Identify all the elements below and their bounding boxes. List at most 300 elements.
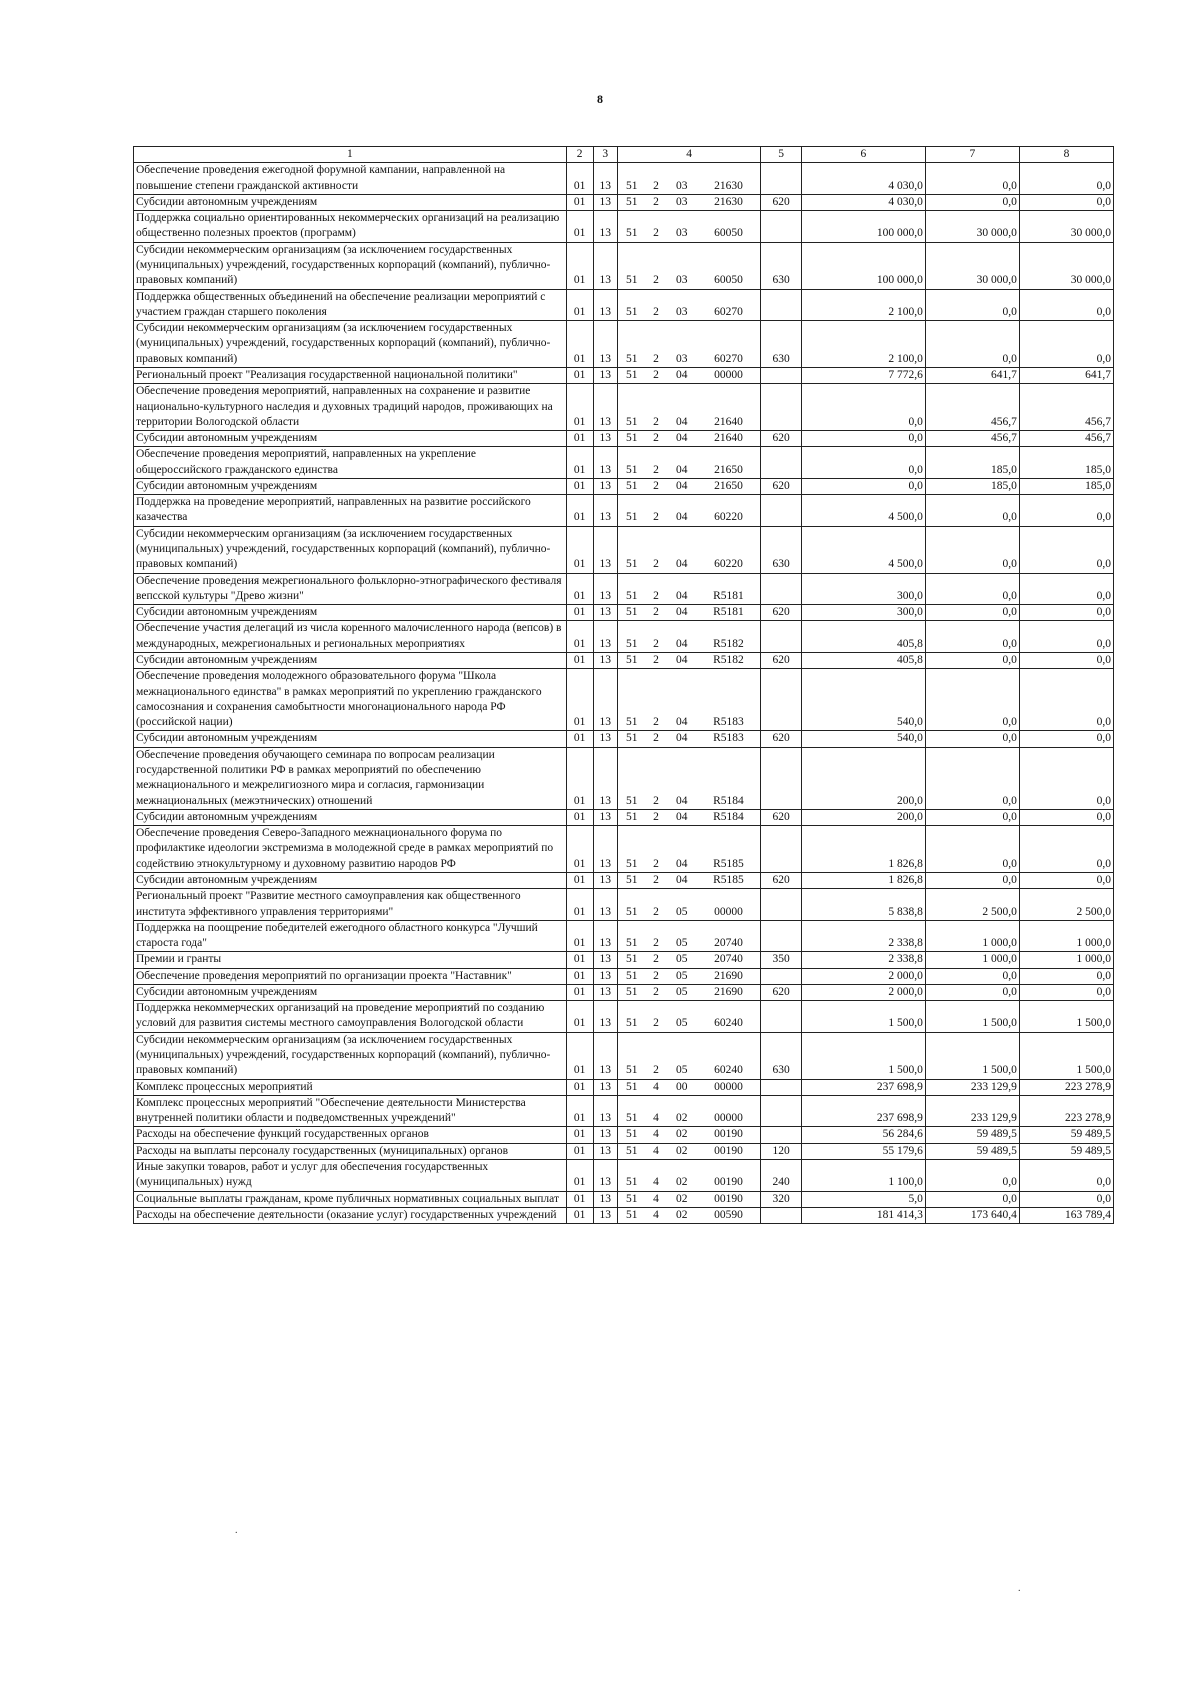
table-row bbox=[134, 731, 1114, 747]
subsection-code-cell: 13 bbox=[593, 384, 618, 431]
amount-col7-cell: 30 000,0 bbox=[925, 242, 1019, 289]
direction-code-cell: R5181 bbox=[697, 573, 761, 605]
structure-code-cell: 04 bbox=[667, 809, 697, 825]
direction-code-cell: 00000 bbox=[697, 367, 761, 383]
subsection-code-cell: 13 bbox=[593, 605, 618, 621]
subsection-code-cell: 13 bbox=[593, 1032, 618, 1079]
direction-code-cell: R5182 bbox=[697, 653, 761, 669]
table-row bbox=[134, 747, 1114, 809]
amount-col6-cell: 0,0 bbox=[801, 384, 925, 431]
program-code-cell: 51 bbox=[618, 163, 646, 195]
amount-col8-cell: 641,7 bbox=[1019, 367, 1113, 383]
structure-code-cell: 04 bbox=[667, 447, 697, 479]
type-code-cell: 2 bbox=[645, 872, 666, 888]
table-body bbox=[134, 163, 1114, 1224]
scan-dot: . bbox=[1018, 1583, 1021, 1594]
amount-col8-cell: 0,0 bbox=[1019, 163, 1113, 195]
structure-code-cell: 04 bbox=[667, 872, 697, 888]
section-code-cell: 01 bbox=[566, 1191, 593, 1207]
table-row bbox=[134, 321, 1114, 368]
expense-type-cell bbox=[761, 495, 802, 527]
subsection-code-cell: 13 bbox=[593, 872, 618, 888]
program-code-cell: 51 bbox=[618, 211, 646, 243]
row-name-cell: Субсидии автономным учреждениям bbox=[134, 605, 567, 621]
amount-col7-cell: 641,7 bbox=[925, 367, 1019, 383]
expense-type-cell: 630 bbox=[761, 321, 802, 368]
type-code-cell: 2 bbox=[645, 211, 666, 243]
type-code-cell: 4 bbox=[645, 1207, 666, 1223]
expense-type-cell bbox=[761, 573, 802, 605]
amount-col6-cell: 237 698,9 bbox=[801, 1095, 925, 1127]
program-code-cell: 51 bbox=[618, 1127, 646, 1143]
program-code-cell: 51 bbox=[618, 605, 646, 621]
row-name-cell: Субсидии некоммерческим организациям (за исключением государственных (муниципальных) учреждений, государственных корпораций (компаний), публично-правовых компаний) bbox=[134, 1032, 567, 1079]
expense-type-cell bbox=[761, 968, 802, 984]
amount-col8-cell: 0,0 bbox=[1019, 621, 1113, 653]
structure-code-cell: 02 bbox=[667, 1191, 697, 1207]
row-name-cell: Поддержка социально ориентированных некоммерческих организаций на реализацию общественно полезных проектов (программ) bbox=[134, 211, 567, 243]
direction-code-cell: R5181 bbox=[697, 605, 761, 621]
table-row bbox=[134, 872, 1114, 888]
amount-col8-cell: 0,0 bbox=[1019, 495, 1113, 527]
section-code-cell: 01 bbox=[566, 889, 593, 921]
subsection-code-cell: 13 bbox=[593, 163, 618, 195]
direction-code-cell: R5185 bbox=[697, 826, 761, 873]
subsection-code-cell: 13 bbox=[593, 367, 618, 383]
type-code-cell: 2 bbox=[645, 1001, 666, 1033]
amount-col7-cell: 0,0 bbox=[925, 163, 1019, 195]
amount-col7-cell: 30 000,0 bbox=[925, 211, 1019, 243]
scan-dot: . bbox=[235, 1525, 238, 1536]
header-col-1: 1 bbox=[134, 147, 567, 163]
expense-type-cell: 620 bbox=[761, 653, 802, 669]
expense-type-cell: 620 bbox=[761, 872, 802, 888]
subsection-code-cell: 13 bbox=[593, 984, 618, 1000]
amount-col6-cell: 2 000,0 bbox=[801, 984, 925, 1000]
table-row bbox=[134, 478, 1114, 494]
type-code-cell: 4 bbox=[645, 1127, 666, 1143]
amount-col8-cell: 30 000,0 bbox=[1019, 211, 1113, 243]
row-name-cell: Обеспечение проведения ежегодной форумной кампании, направленной на повышение степени гражданской активности bbox=[134, 163, 567, 195]
table-row bbox=[134, 1095, 1114, 1127]
amount-col7-cell: 456,7 bbox=[925, 431, 1019, 447]
subsection-code-cell: 13 bbox=[593, 526, 618, 573]
structure-code-cell: 04 bbox=[667, 526, 697, 573]
table-row bbox=[134, 242, 1114, 289]
program-code-cell: 51 bbox=[618, 920, 646, 952]
amount-col8-cell: 0,0 bbox=[1019, 1160, 1113, 1192]
section-code-cell: 01 bbox=[566, 952, 593, 968]
type-code-cell: 2 bbox=[645, 984, 666, 1000]
program-code-cell: 51 bbox=[618, 1143, 646, 1159]
amount-col6-cell: 4 500,0 bbox=[801, 526, 925, 573]
section-code-cell: 01 bbox=[566, 447, 593, 479]
direction-code-cell: R5183 bbox=[697, 731, 761, 747]
amount-col6-cell: 5,0 bbox=[801, 1191, 925, 1207]
structure-code-cell: 05 bbox=[667, 1032, 697, 1079]
section-code-cell: 01 bbox=[566, 495, 593, 527]
amount-col8-cell: 0,0 bbox=[1019, 526, 1113, 573]
section-code-cell: 01 bbox=[566, 1127, 593, 1143]
table-row bbox=[134, 605, 1114, 621]
structure-code-cell: 02 bbox=[667, 1143, 697, 1159]
page-number: 8 bbox=[597, 92, 603, 106]
amount-col6-cell: 200,0 bbox=[801, 809, 925, 825]
table-row bbox=[134, 163, 1114, 195]
program-code-cell: 51 bbox=[618, 1207, 646, 1223]
type-code-cell: 2 bbox=[645, 920, 666, 952]
section-code-cell: 01 bbox=[566, 526, 593, 573]
row-name-cell: Обеспечение проведения межрегионального фольклорно-этнографического фестиваля вепсской культуры "Древо жизни" bbox=[134, 573, 567, 605]
program-code-cell: 51 bbox=[618, 747, 646, 809]
amount-col6-cell: 2 338,8 bbox=[801, 920, 925, 952]
direction-code-cell: 00190 bbox=[697, 1160, 761, 1192]
amount-col7-cell: 456,7 bbox=[925, 384, 1019, 431]
type-code-cell: 4 bbox=[645, 1160, 666, 1192]
amount-col6-cell: 2 100,0 bbox=[801, 289, 925, 321]
structure-code-cell: 04 bbox=[667, 747, 697, 809]
amount-col7-cell: 0,0 bbox=[925, 289, 1019, 321]
section-code-cell: 01 bbox=[566, 194, 593, 210]
expense-type-cell bbox=[761, 889, 802, 921]
table-row bbox=[134, 384, 1114, 431]
row-name-cell: Субсидии автономным учреждениям bbox=[134, 194, 567, 210]
direction-code-cell: 21630 bbox=[697, 194, 761, 210]
section-code-cell: 01 bbox=[566, 211, 593, 243]
row-name-cell: Субсидии автономным учреждениям bbox=[134, 872, 567, 888]
expense-type-cell bbox=[761, 920, 802, 952]
program-code-cell: 51 bbox=[618, 1191, 646, 1207]
structure-code-cell: 04 bbox=[667, 731, 697, 747]
amount-col7-cell: 1 000,0 bbox=[925, 952, 1019, 968]
row-name-cell: Расходы на обеспечение функций государственных органов bbox=[134, 1127, 567, 1143]
structure-code-cell: 02 bbox=[667, 1160, 697, 1192]
amount-col8-cell: 185,0 bbox=[1019, 447, 1113, 479]
expense-type-cell bbox=[761, 621, 802, 653]
subsection-code-cell: 13 bbox=[593, 1160, 618, 1192]
row-name-cell: Субсидии автономным учреждениям bbox=[134, 478, 567, 494]
amount-col6-cell: 540,0 bbox=[801, 731, 925, 747]
amount-col7-cell: 0,0 bbox=[925, 747, 1019, 809]
row-name-cell: Поддержка некоммерческих организаций на проведение мероприятий по созданию условий для развития системы местного самоуправления Вологодской области bbox=[134, 1001, 567, 1033]
structure-code-cell: 04 bbox=[667, 605, 697, 621]
structure-code-cell: 03 bbox=[667, 163, 697, 195]
program-code-cell: 51 bbox=[618, 1079, 646, 1095]
amount-col8-cell: 0,0 bbox=[1019, 1191, 1113, 1207]
direction-code-cell: 60270 bbox=[697, 321, 761, 368]
row-name-cell: Расходы на обеспечение деятельности (оказание услуг) государственных учреждений bbox=[134, 1207, 567, 1223]
amount-col6-cell: 4 030,0 bbox=[801, 163, 925, 195]
row-name-cell: Комплекс процессных мероприятий "Обеспечение деятельности Министерства внутренней политики области и подведомственных учреждений" bbox=[134, 1095, 567, 1127]
subsection-code-cell: 13 bbox=[593, 1143, 618, 1159]
amount-col8-cell: 223 278,9 bbox=[1019, 1079, 1113, 1095]
table-row bbox=[134, 447, 1114, 479]
type-code-cell: 2 bbox=[645, 1032, 666, 1079]
structure-code-cell: 04 bbox=[667, 478, 697, 494]
program-code-cell: 51 bbox=[618, 321, 646, 368]
structure-code-cell: 05 bbox=[667, 952, 697, 968]
type-code-cell: 2 bbox=[645, 526, 666, 573]
amount-col7-cell: 0,0 bbox=[925, 653, 1019, 669]
direction-code-cell: R5182 bbox=[697, 621, 761, 653]
subsection-code-cell: 13 bbox=[593, 653, 618, 669]
expense-type-cell: 350 bbox=[761, 952, 802, 968]
table-row bbox=[134, 431, 1114, 447]
program-code-cell: 51 bbox=[618, 809, 646, 825]
amount-col6-cell: 1 500,0 bbox=[801, 1032, 925, 1079]
amount-col7-cell: 0,0 bbox=[925, 573, 1019, 605]
program-code-cell: 51 bbox=[618, 731, 646, 747]
amount-col7-cell: 0,0 bbox=[925, 495, 1019, 527]
subsection-code-cell: 13 bbox=[593, 321, 618, 368]
amount-col6-cell: 181 414,3 bbox=[801, 1207, 925, 1223]
type-code-cell: 2 bbox=[645, 621, 666, 653]
row-name-cell: Обеспечение проведения мероприятий по организации проекта "Наставник" bbox=[134, 968, 567, 984]
row-name-cell: Социальные выплаты гражданам, кроме публичных нормативных социальных выплат bbox=[134, 1191, 567, 1207]
amount-col8-cell: 163 789,4 bbox=[1019, 1207, 1113, 1223]
expense-type-cell: 620 bbox=[761, 984, 802, 1000]
subsection-code-cell: 13 bbox=[593, 1079, 618, 1095]
direction-code-cell: 60220 bbox=[697, 495, 761, 527]
expense-type-cell: 620 bbox=[761, 809, 802, 825]
direction-code-cell: 00000 bbox=[697, 889, 761, 921]
table-row bbox=[134, 1191, 1114, 1207]
row-name-cell: Обеспечение проведения молодежного образовательного форума "Школа межнационального единства" в рамках мероприятий по укреплению гражданского самосознания и сохранения самобытности многонационального народа РФ (российской нации) bbox=[134, 669, 567, 731]
section-code-cell: 01 bbox=[566, 431, 593, 447]
section-code-cell: 01 bbox=[566, 1143, 593, 1159]
table-row bbox=[134, 984, 1114, 1000]
subsection-code-cell: 13 bbox=[593, 431, 618, 447]
type-code-cell: 4 bbox=[645, 1143, 666, 1159]
program-code-cell: 51 bbox=[618, 872, 646, 888]
row-name-cell: Поддержка на поощрение победителей ежегодного областного конкурса "Лучший староста года" bbox=[134, 920, 567, 952]
row-name-cell: Региональный проект "Развитие местного самоуправления как общественного института эффективного управления территориями" bbox=[134, 889, 567, 921]
header-col-7: 7 bbox=[925, 147, 1019, 163]
type-code-cell: 2 bbox=[645, 826, 666, 873]
amount-col8-cell: 0,0 bbox=[1019, 731, 1113, 747]
structure-code-cell: 02 bbox=[667, 1095, 697, 1127]
type-code-cell: 2 bbox=[645, 447, 666, 479]
amount-col6-cell: 237 698,9 bbox=[801, 1079, 925, 1095]
type-code-cell: 4 bbox=[645, 1095, 666, 1127]
amount-col7-cell: 185,0 bbox=[925, 447, 1019, 479]
amount-col7-cell: 0,0 bbox=[925, 194, 1019, 210]
table-row bbox=[134, 495, 1114, 527]
type-code-cell: 2 bbox=[645, 431, 666, 447]
type-code-cell: 2 bbox=[645, 194, 666, 210]
structure-code-cell: 05 bbox=[667, 968, 697, 984]
header-col-6: 6 bbox=[801, 147, 925, 163]
program-code-cell: 51 bbox=[618, 669, 646, 731]
direction-code-cell: R5184 bbox=[697, 809, 761, 825]
type-code-cell: 2 bbox=[645, 968, 666, 984]
subsection-code-cell: 13 bbox=[593, 968, 618, 984]
amount-col7-cell: 0,0 bbox=[925, 1160, 1019, 1192]
direction-code-cell: 00000 bbox=[697, 1095, 761, 1127]
amount-col7-cell: 1 500,0 bbox=[925, 1001, 1019, 1033]
type-code-cell: 2 bbox=[645, 289, 666, 321]
direction-code-cell: 21650 bbox=[697, 478, 761, 494]
section-code-cell: 01 bbox=[566, 731, 593, 747]
section-code-cell: 01 bbox=[566, 573, 593, 605]
subsection-code-cell: 13 bbox=[593, 1191, 618, 1207]
section-code-cell: 01 bbox=[566, 384, 593, 431]
expense-type-cell: 620 bbox=[761, 431, 802, 447]
table-row bbox=[134, 367, 1114, 383]
direction-code-cell: 21640 bbox=[697, 431, 761, 447]
section-code-cell: 01 bbox=[566, 242, 593, 289]
amount-col7-cell: 2 500,0 bbox=[925, 889, 1019, 921]
table-row bbox=[134, 826, 1114, 873]
subsection-code-cell: 13 bbox=[593, 1127, 618, 1143]
amount-col6-cell: 0,0 bbox=[801, 478, 925, 494]
type-code-cell: 2 bbox=[645, 747, 666, 809]
type-code-cell: 2 bbox=[645, 478, 666, 494]
table-row bbox=[134, 1079, 1114, 1095]
amount-col7-cell: 1 500,0 bbox=[925, 1032, 1019, 1079]
section-code-cell: 01 bbox=[566, 289, 593, 321]
program-code-cell: 51 bbox=[618, 495, 646, 527]
amount-col6-cell: 55 179,6 bbox=[801, 1143, 925, 1159]
row-name-cell: Субсидии автономным учреждениям bbox=[134, 809, 567, 825]
amount-col7-cell: 0,0 bbox=[925, 826, 1019, 873]
amount-col7-cell: 233 129,9 bbox=[925, 1095, 1019, 1127]
table-row bbox=[134, 1001, 1114, 1033]
amount-col6-cell: 100 000,0 bbox=[801, 211, 925, 243]
row-name-cell: Субсидии некоммерческим организациям (за исключением государственных (муниципальных) учреждений, государственных корпораций (компаний), публично-правовых компаний) bbox=[134, 242, 567, 289]
direction-code-cell: R5183 bbox=[697, 669, 761, 731]
amount-col6-cell: 2 000,0 bbox=[801, 968, 925, 984]
amount-col6-cell: 7 772,6 bbox=[801, 367, 925, 383]
structure-code-cell: 05 bbox=[667, 889, 697, 921]
table-row bbox=[134, 1207, 1114, 1223]
direction-code-cell: 21650 bbox=[697, 447, 761, 479]
section-code-cell: 01 bbox=[566, 1160, 593, 1192]
section-code-cell: 01 bbox=[566, 809, 593, 825]
direction-code-cell: 60270 bbox=[697, 289, 761, 321]
amount-col6-cell: 0,0 bbox=[801, 447, 925, 479]
amount-col8-cell: 1 000,0 bbox=[1019, 920, 1113, 952]
subsection-code-cell: 13 bbox=[593, 920, 618, 952]
header-col-4: 4 bbox=[618, 147, 761, 163]
expense-type-cell bbox=[761, 1095, 802, 1127]
row-name-cell: Региональный проект "Реализация государственной национальной политики" bbox=[134, 367, 567, 383]
amount-col6-cell: 1 826,8 bbox=[801, 826, 925, 873]
structure-code-cell: 05 bbox=[667, 984, 697, 1000]
row-name-cell: Обеспечение проведения мероприятий, направленных на укрепление общероссийского гражданского единства bbox=[134, 447, 567, 479]
program-code-cell: 51 bbox=[618, 289, 646, 321]
table-row bbox=[134, 573, 1114, 605]
expense-type-cell bbox=[761, 211, 802, 243]
row-name-cell: Обеспечение проведения обучающего семинара по вопросам реализации государственной политики РФ в рамках мероприятий по обеспечению межнационального и межрелигиозного мира и согласия, гармонизации межнациональных (межэтнических) отношений bbox=[134, 747, 567, 809]
section-code-cell: 01 bbox=[566, 1095, 593, 1127]
expense-type-cell bbox=[761, 1207, 802, 1223]
type-code-cell: 4 bbox=[645, 1079, 666, 1095]
program-code-cell: 51 bbox=[618, 526, 646, 573]
table-row bbox=[134, 1143, 1114, 1159]
structure-code-cell: 04 bbox=[667, 367, 697, 383]
row-name-cell: Обеспечение проведения мероприятий, направленных на сохранение и развитие национально-культурного наследия и духовных традиций народов, проживающих на территории Вологодской области bbox=[134, 384, 567, 431]
type-code-cell: 4 bbox=[645, 1191, 666, 1207]
table-row bbox=[134, 1127, 1114, 1143]
amount-col7-cell: 173 640,4 bbox=[925, 1207, 1019, 1223]
expense-type-cell: 630 bbox=[761, 526, 802, 573]
program-code-cell: 51 bbox=[618, 447, 646, 479]
subsection-code-cell: 13 bbox=[593, 747, 618, 809]
amount-col8-cell: 0,0 bbox=[1019, 573, 1113, 605]
direction-code-cell: 60220 bbox=[697, 526, 761, 573]
row-name-cell: Субсидии некоммерческим организациям (за исключением государственных (муниципальных) учреждений, государственных корпораций (компаний), публично-правовых компаний) bbox=[134, 321, 567, 368]
expense-type-cell bbox=[761, 747, 802, 809]
amount-col8-cell: 59 489,5 bbox=[1019, 1143, 1113, 1159]
direction-code-cell: R5184 bbox=[697, 747, 761, 809]
structure-code-cell: 04 bbox=[667, 431, 697, 447]
amount-col6-cell: 2 338,8 bbox=[801, 952, 925, 968]
amount-col8-cell: 0,0 bbox=[1019, 653, 1113, 669]
amount-col8-cell: 0,0 bbox=[1019, 968, 1113, 984]
subsection-code-cell: 13 bbox=[593, 809, 618, 825]
table-row bbox=[134, 621, 1114, 653]
section-code-cell: 01 bbox=[566, 367, 593, 383]
structure-code-cell: 04 bbox=[667, 826, 697, 873]
amount-col8-cell: 2 500,0 bbox=[1019, 889, 1113, 921]
type-code-cell: 2 bbox=[645, 889, 666, 921]
program-code-cell: 51 bbox=[618, 367, 646, 383]
program-code-cell: 51 bbox=[618, 384, 646, 431]
amount-col7-cell: 0,0 bbox=[925, 621, 1019, 653]
amount-col7-cell: 0,0 bbox=[925, 321, 1019, 368]
type-code-cell: 2 bbox=[645, 384, 666, 431]
section-code-cell: 01 bbox=[566, 1207, 593, 1223]
section-code-cell: 01 bbox=[566, 1001, 593, 1033]
subsection-code-cell: 13 bbox=[593, 1207, 618, 1223]
program-code-cell: 51 bbox=[618, 984, 646, 1000]
program-code-cell: 51 bbox=[618, 1001, 646, 1033]
amount-col6-cell: 540,0 bbox=[801, 669, 925, 731]
expense-type-cell: 620 bbox=[761, 478, 802, 494]
section-code-cell: 01 bbox=[566, 478, 593, 494]
type-code-cell: 2 bbox=[645, 809, 666, 825]
row-name-cell: Субсидии автономным учреждениям bbox=[134, 731, 567, 747]
amount-col8-cell: 0,0 bbox=[1019, 605, 1113, 621]
subsection-code-cell: 13 bbox=[593, 211, 618, 243]
amount-col8-cell: 0,0 bbox=[1019, 872, 1113, 888]
expense-type-cell bbox=[761, 1079, 802, 1095]
row-name-cell: Обеспечение проведения Северо-Западного межнационального форума по профилактике идеологии экстремизма в молодежной среде в рамках мероприятий по содействию этнокультурному и духовному развитию народов РФ bbox=[134, 826, 567, 873]
direction-code-cell: 00190 bbox=[697, 1127, 761, 1143]
subsection-code-cell: 13 bbox=[593, 1095, 618, 1127]
amount-col6-cell: 1 826,8 bbox=[801, 872, 925, 888]
program-code-cell: 51 bbox=[618, 194, 646, 210]
amount-col6-cell: 4 030,0 bbox=[801, 194, 925, 210]
amount-col8-cell: 456,7 bbox=[1019, 384, 1113, 431]
amount-col8-cell: 30 000,0 bbox=[1019, 242, 1113, 289]
expense-type-cell: 120 bbox=[761, 1143, 802, 1159]
amount-col7-cell: 0,0 bbox=[925, 605, 1019, 621]
structure-code-cell: 05 bbox=[667, 1001, 697, 1033]
amount-col6-cell: 300,0 bbox=[801, 605, 925, 621]
type-code-cell: 2 bbox=[645, 495, 666, 527]
header-row bbox=[134, 147, 1114, 163]
amount-col8-cell: 1 500,0 bbox=[1019, 1032, 1113, 1079]
header-col-5: 5 bbox=[761, 147, 802, 163]
expense-type-cell bbox=[761, 367, 802, 383]
table-row bbox=[134, 1160, 1114, 1192]
amount-col6-cell: 2 100,0 bbox=[801, 321, 925, 368]
structure-code-cell: 04 bbox=[667, 573, 697, 605]
expense-type-cell: 620 bbox=[761, 731, 802, 747]
program-code-cell: 51 bbox=[618, 952, 646, 968]
